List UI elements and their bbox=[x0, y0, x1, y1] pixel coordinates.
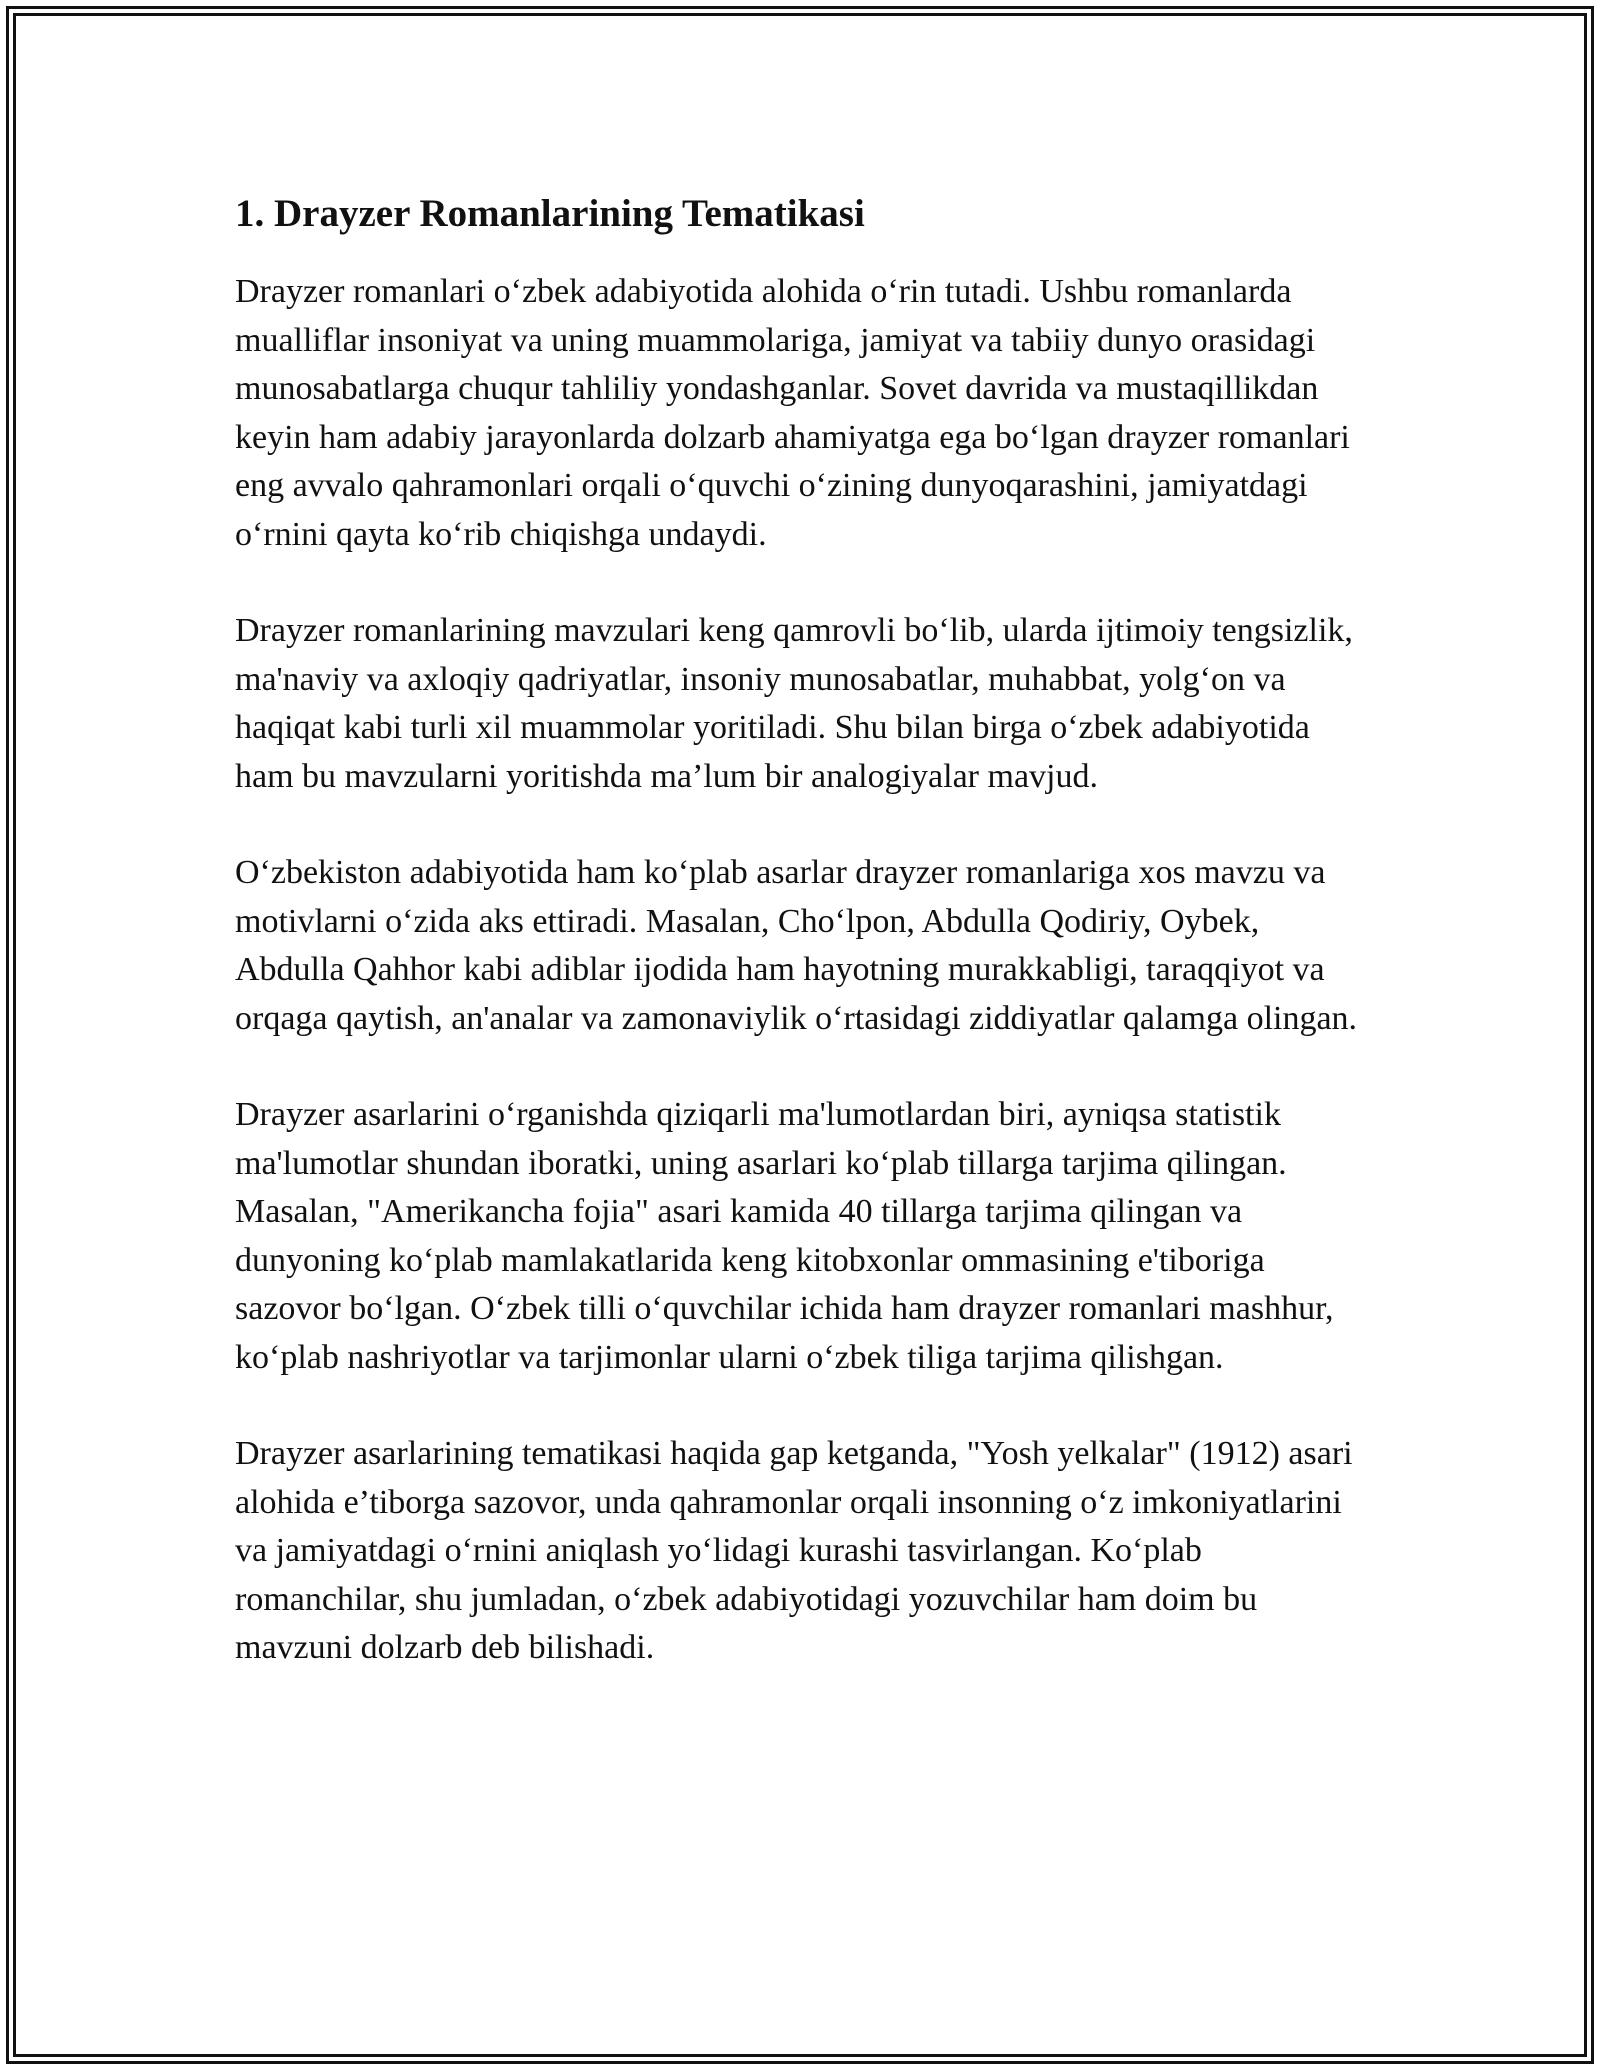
paragraph-3: O‘zbekiston adabiyotida ham ko‘plab asarlar drayzer romanlariga xos mavzu va motivlarni o‘zida aks ettiradi. Masalan, Cho‘lpon, Abdulla Qodiriy, Oybek, Abdulla Qahhor kabi adiblar ijodida ham hayotning murakkabligi, taraqqiyot va orqaga qaytish, an'analar va zamonaviylik o‘rtasidagi ziddiyatlar qalamga olingan. bbox=[235, 854, 1358, 1037]
paragraph-2: Drayzer romanlarining mavzulari keng qamrovli bo‘lib, ularda ijtimoiy tengsizlik, ma'naviy va axloqiy qadriyatlar, insoniy munosabatlar, muhabbat, yolg‘on va haqiqat kabi turli xil muammolar yoritiladi. Shu bilan birga o‘zbek adabiyotida ham bu mavzularni yoritishda ma’lum bir analogiyalar mavjud. bbox=[235, 612, 1353, 795]
paragraph-5: Drayzer asarlarining tematikasi haqida gap ketganda, "Yosh yelkalar" (1912) asari alohida e’tiborga sazovor, unda qahramonlar orqali insonning o‘z imkoniyatlarini va jamiyatdagi o‘rnini aniqlash yo‘lidagi kurashi tasvirlangan. Ko‘plab romanchilar, shu jumladan, o‘zbek adabiyotidagi yozuvchilar ham doim bu mavzuni dolzarb deb bilishadi. bbox=[235, 1435, 1353, 1666]
document-body bbox=[235, 188, 1375, 1721]
section-heading: 1. Drayzer Romanlarining Tematikasi bbox=[235, 192, 865, 235]
paragraph-4: Drayzer asarlarini o‘rganishda qiziqarli ma'lumotlardan biri, ayniqsa statistik ma'lumotlar shundan iboratki, uning asarlari ko‘plab tillarga tarjima qilingan. Masalan, "Amerikancha fojia" asari kamida 40 tillarga tarjima qilingan va dunyoning ko‘plab mamlakatlarida keng kitobxonlar ommasining e'tiboriga sazovor bo‘lgan. O‘zbek tilli o‘quvchilar ichida ham drayzer romanlari mashhur, ko‘plab nashriyotlar va tarjimonlar ularni o‘zbek tiliga tarjima qilishgan. bbox=[235, 1096, 1334, 1376]
paragraph-1: Drayzer romanlari o‘zbek adabiyotida alohida o‘rin tutadi. Ushbu romanlarda mualliflar insoniyat va uning muammolariga, jamiyat va tabiiy dunyo orasidagi munosabatlarga chuqur tahliliy yondashganlar. Sovet davrida va mustaqillikdan keyin ham adabiy jarayonlarda dolzarb ahamiyatga ega bo‘lgan drayzer romanlari eng avvalo qahramonlari orqali o‘quvchi o‘zining dunyoqarashini, jamiyatdagi o‘rnini qayta ko‘rib chiqishga undaydi. bbox=[235, 273, 1350, 553]
